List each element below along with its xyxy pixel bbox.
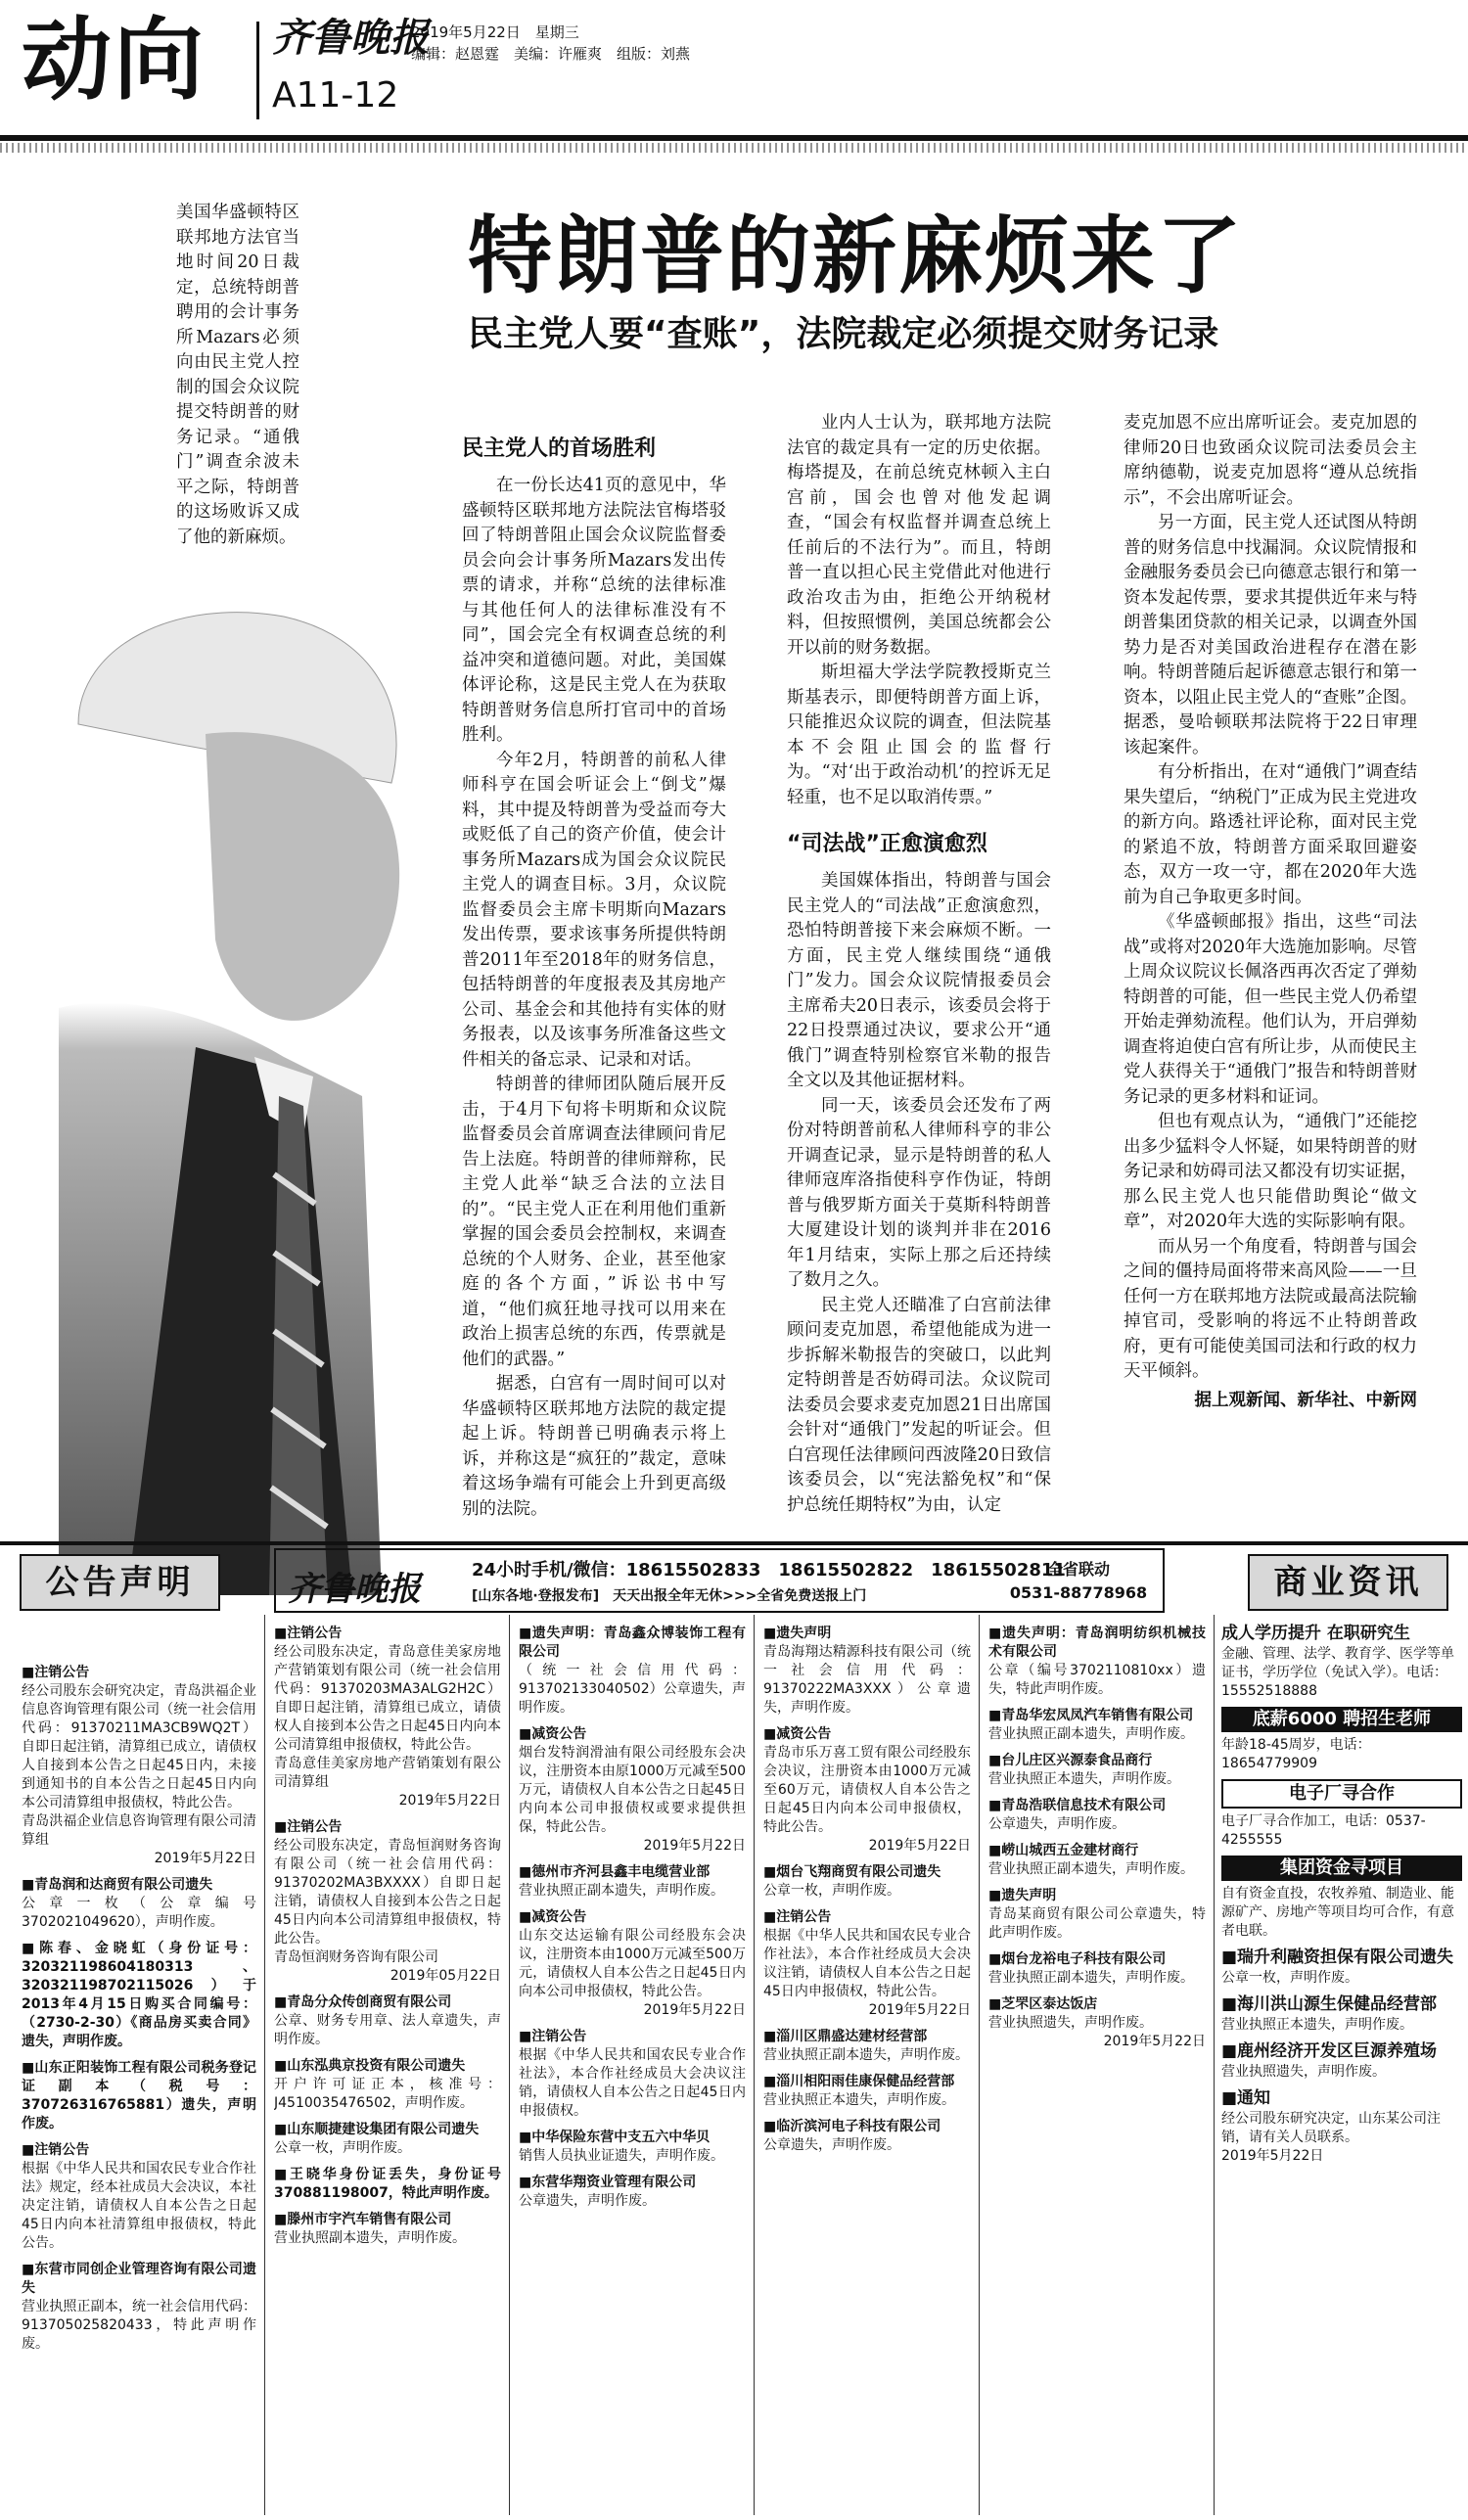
article-lead: 美国华盛顿特区联邦地方法官当地时间20日裁定，总统特朗普聘用的会计事务所Mazars必须向由民主党人控制的国会众议院提交特朗普的财务记录。“通俄门”调查余波未平之际，特朗普的这场败诉又成了他的新麻烦。 bbox=[176, 203, 299, 547]
article-paragraph: 今年2月，特朗普的前私人律师科亨在国会听证会上“倒戈”爆料，其中提及特朗普为受益而夸大或贬低了自己的资产价值，使会计事务所Mazars成为国会众议院民主党人的调查目标。3月，众议院监督委员会主席卡明斯向Mazars发出传票，要求该事务所提供特朗普2011年至2018年的财务信息，包括特朗普的年度报表及其房地产公司、基金会和其他持有实体的财务报表，以及该事务所准备这些文件相关的备忘录、记录和对话。 bbox=[462, 750, 726, 1070]
ad-item-title: ■青岛华宏凤凤汽车销售有限公司 bbox=[988, 1708, 1194, 1723]
ad-column-5 bbox=[988, 1625, 1206, 2515]
ad-item bbox=[519, 1725, 746, 1856]
ad-item bbox=[274, 2121, 501, 2158]
ad-item-date: 2019年5月22日 bbox=[1103, 2034, 1206, 2049]
masthead bbox=[0, 0, 1468, 137]
ad-item-body: 营业执照正本遗失，声明作废。 bbox=[988, 1771, 1180, 1787]
ad-item bbox=[22, 2059, 256, 2133]
ad-item-title: ■减资公告 bbox=[763, 1726, 832, 1742]
ad-item bbox=[1221, 1707, 1462, 1773]
article-paragraph: 民主党人还瞄准了白宫前法律顾问麦克加恩，希望他能成为进一步拆解米勒报告的突破口，以此判定特朗普是否妨碍司法。众议院司法委员会要求麦克加恩21日出席国会针对“通俄门”发起的听证会。但白宫现任法律顾问西波隆20日致信该委员会，以“宪法豁免权”和“保护总统任期特权”为由，认定 bbox=[787, 1295, 1051, 1515]
ad-item bbox=[763, 2028, 971, 2065]
ad-item-title: ■东营华翔资业管理有限公司 bbox=[519, 2175, 697, 2190]
ad-item bbox=[988, 1995, 1206, 2051]
ad-item-title: ■烟台飞翔商贸有限公司遗失 bbox=[763, 1864, 941, 1880]
ad-item-body: 根据《中华人民共和国农民专业合作社法》，本合作社经成员大会决议注销，请债权人自本公告之日起45日内申报债权。 bbox=[519, 2047, 746, 2119]
editor-line: 编辑：赵恩霆 美编：许雁爽 组版：刘燕 bbox=[411, 45, 691, 63]
trump-photo bbox=[59, 587, 421, 1595]
ad-item-title: ■减资公告 bbox=[519, 1726, 587, 1742]
ad-item-title: ■注销公告 bbox=[274, 1626, 343, 1641]
ad-item-title: ■山东泓典京投资有限公司遗失 bbox=[274, 2058, 466, 2074]
ad-column-separator bbox=[979, 1615, 980, 2515]
ad-item-title: ■注销公告 bbox=[274, 1819, 343, 1835]
ad-item-body: 公章一枚（公章编号3702021049620），声明作废。 bbox=[22, 1896, 256, 1930]
ad-item bbox=[274, 1818, 501, 1986]
ad-item-body: 烟台发特润滑油有限公司经股东会决议，注册资本由原1000万元减至500万元，请债权人自本公告之日起45日内向本公司申报债权或要求提供担保，特此公告。 bbox=[519, 1745, 746, 1835]
ad-item bbox=[22, 2261, 256, 2354]
ad-item bbox=[763, 1908, 971, 2020]
ad-item-body: 营业执照正副本，统一社会信用代码：913705025820433，特此声明作废。 bbox=[22, 2299, 256, 2352]
article-paragraph: 斯坦福大学法学院教授斯克兰斯基表示，即便特朗普方面上诉，只能推迟众议院的调查，但法院基本不会阻止国会的监督行为。“对‘出于政治动机’的控诉无足轻重，也不足以取消传票。” bbox=[787, 663, 1051, 807]
ad-item-body: 销售人员执业证遗失，声明作废。 bbox=[519, 2148, 724, 2164]
ad-column-separator bbox=[1214, 1615, 1215, 2515]
banner-phones: 18615502833 18615502822 18615502811 bbox=[625, 1560, 1066, 1581]
ad-item-body: 公章遗失，声明作废。 bbox=[519, 2193, 656, 2209]
ad-item bbox=[1221, 1856, 1462, 1941]
section-subhead-1: 民主党人的首场胜利 bbox=[462, 436, 657, 461]
ad-item-title: ■注销公告 bbox=[22, 2142, 90, 2158]
ad-item bbox=[274, 1625, 501, 1810]
section-title: 动向 bbox=[22, 8, 206, 113]
article-paragraph: 《华盛顿邮报》指出，这些“司法战”或将对2020年大选施加影响。尽管上周众议院议长佩洛西再次否定了弹劾特朗普的可能，但一些民主党人仍希望开始走弹劾流程。他们认为，开启弹劾调查将迫使白宫有所让步，从而使民主党人获得关于“通俄门”报告和特朗普财务记录的更多材料和证词。 bbox=[1124, 912, 1417, 1107]
ad-item-body: 营业执照副本遗失，声明作废。 bbox=[274, 2230, 466, 2246]
ad-item-title: ■注销公告 bbox=[519, 2029, 587, 2044]
ad-item-body: 金融、管理、法学、教育学、医学等单证书，学历学位（免试入学）。电话：15552518888 bbox=[1221, 1646, 1454, 1699]
ad-item-title: ■青岛分众传创商贸有限公司 bbox=[274, 1994, 452, 2010]
ad-item-signature: 青岛恒润财务咨询有限公司 bbox=[274, 1949, 438, 1965]
banner-right: 全省联动 0531-88778968 bbox=[1000, 1558, 1157, 1605]
ad-item-date: 2019年5月22日 bbox=[868, 2002, 971, 2018]
ad-item-body: （统一社会信用代码：913702133040502）公章遗失，声明作废。 bbox=[519, 1663, 746, 1716]
ad-item-title: ■中华保险东营中支五六中华贝 bbox=[519, 2130, 711, 2145]
ad-column-2 bbox=[274, 1625, 501, 2476]
ad-item-signature: 青岛意佳美家房地产营销策划有限公司清算组 bbox=[274, 1756, 501, 1790]
ad-item-title: ■临沂滨河电子科技有限公司 bbox=[763, 2119, 941, 2134]
ad-item-date: 2019年5月22日 bbox=[1221, 2148, 1324, 2164]
article-column-2 bbox=[787, 411, 1051, 1518]
ad-item-body: 公章、财务专用章、法人章遗失，声明作废。 bbox=[274, 2013, 501, 2047]
banner-logo: 齐鲁晚报 bbox=[288, 1570, 421, 1609]
ad-item-title: ■减资公告 bbox=[519, 1909, 587, 1925]
ad-item bbox=[1221, 1993, 1462, 2035]
ad-item bbox=[274, 1993, 501, 2049]
ad-item-title: ■淄川相阳雨佳康保健品经营部 bbox=[763, 2074, 955, 2089]
ad-item-title: ■烟台龙裕电子科技有限公司 bbox=[988, 1951, 1167, 1967]
article-paragraph: 业内人士认为，联邦地方法院法官的裁定具有一定的历史依据。梅塔提及，在前总统克林顿入主白宫前，国会也曾对他发起调查，“国会有权监督并调查总统上任前后的不法行为”。而且，特朗普一直以担心民主党借此对他进行政治攻击为由，拒绝公开纳税材料，但按照惯例，美国总统都会公开以前的财务数据。 bbox=[787, 413, 1051, 658]
ad-item bbox=[1221, 1623, 1462, 1701]
ad-item bbox=[1221, 1779, 1462, 1850]
article-paragraph: 同一天，该委员会还发布了两份对特朗普前私人律师科亨的非公开调查记录，显示是特朗普的私人律师寇库洛指使科亨作伪证，特朗普与俄罗斯方面关于莫斯科特朗普大厦建设计划的谈判并非在2016年1月结束，实际上那之后还持续了数月之久。 bbox=[787, 1095, 1051, 1290]
ad-item bbox=[22, 1940, 256, 2051]
ad-item-body: 营业执照正副本遗失，声明作废。 bbox=[763, 2047, 969, 2063]
ad-item bbox=[988, 1797, 1206, 1834]
ad-item-title: ■遗失声明：青岛润明纺织机械技术有限公司 bbox=[988, 1626, 1206, 1660]
ad-item-title: ■山东正阳装饰工程有限公司税务登记证副本（税号：370726316765881）遗失，声明作废。 bbox=[22, 2060, 256, 2131]
ad-item-title: 集团资金寻项目 bbox=[1221, 1856, 1462, 1881]
ad-item bbox=[988, 1887, 1206, 1943]
ad-item bbox=[274, 2211, 501, 2248]
ad-item bbox=[274, 2166, 501, 2203]
ad-item bbox=[519, 2129, 746, 2166]
ad-item bbox=[22, 2141, 256, 2253]
ad-item bbox=[519, 1908, 746, 2020]
ad-column-separator bbox=[509, 1615, 510, 2515]
ad-item-body: 营业执照遗失，声明作废。 bbox=[988, 2015, 1153, 2031]
ad-item-title: ■东营市同创企业管理咨询有限公司遗失 bbox=[22, 2262, 256, 2296]
ad-item bbox=[1221, 1947, 1462, 1988]
ad-item-body: 年龄18-45周岁，电话：18654779909 bbox=[1221, 1737, 1371, 1771]
ad-item-title: ■山东顺捷建设集团有限公司遗失 bbox=[274, 2122, 480, 2137]
ad-item-signature: 青岛洪福企业信息咨询管理有限公司清算组 bbox=[22, 1813, 256, 1848]
article-paragraph: 麦克加恩不应出席听证会。麦克加恩的律师20日也致函众议院司法委员会主席纳德勒，说麦克加恩将“遵从总统指示”，不会出席听证会。 bbox=[1124, 413, 1417, 508]
ad-item bbox=[988, 1707, 1206, 1744]
ad-item-date: 2019年5月22日 bbox=[643, 1838, 746, 1854]
ad-item bbox=[519, 2028, 746, 2121]
headline: 特朗普的新麻烦来了 bbox=[468, 207, 1243, 305]
ad-item-title: ■青岛浩联信息技术有限公司 bbox=[988, 1798, 1167, 1813]
masthead-divider bbox=[256, 22, 259, 119]
article-paragraph: 另一方面，民主党人还试图从特朗普的财务信息中找漏洞。众议院情报和金融服务委员会已向德意志银行和第一资本发起传票，要求其提供近年来与特朗普集团贷款的相关记录，以调查外国势力是否对美国政治进程存在潜在影响。特朗普随后起诉德意志银行和第一资本，以阻止民主党人的“查账”企图。据悉，曼哈顿联邦法院将于22日审理该起案件。 bbox=[1124, 513, 1417, 757]
ad-item-body: 青岛海翔达精源科技有限公司（统一社会信用代码：91370222MA3XXX）公章遗失，声明作废。 bbox=[763, 1644, 971, 1716]
ad-item-body: 自有资金直投，农牧养殖、制造业、能源矿产、房地产等项目均可合作，有意者电联。 bbox=[1221, 1886, 1454, 1939]
ad-item-title: ■遗失声明 bbox=[763, 1626, 832, 1641]
ad-column-separator bbox=[264, 1615, 265, 2515]
ad-item-title: ■陈春、金晓虹（身份证号：320321198604180313、320321198702115026）于2013年4月15日购买合同编号：（2730-2-30）《商品房买卖合同》遗失，声明作废。 bbox=[22, 1941, 256, 2049]
ad-item-body: 经公司股东决定，青岛意佳美家房地产营销策划有限公司（统一社会信用代码：91370203MA3ALG2H2C）自即日起注销，清算组已成立，请债权人自接到本公告之日起45日内向本公司清算组申报债权，特此公告。 bbox=[274, 1644, 501, 1753]
ad-item-body: 经公司股东会研究决定，青岛洪福企业信息咨询管理有限公司（统一社会信用代码：91370211MA3CB9WQ2T）自即日起注销，清算组已成立，请债权人自接到本公告之日起45日内，未接到通知书的自本公告之日起45日内向本公司清算组申报债权，特此公告。 bbox=[22, 1683, 256, 1810]
ad-item-title: ■青岛润和达商贸有限公司遗失 bbox=[22, 1877, 213, 1893]
banner-right-phone: 0531-88778968 bbox=[1009, 1583, 1148, 1602]
ad-item-body: 根据《中华人民共和国农民专业合作社法》，本合作社经成员大会决议注销，请债权人自本公告之日起45日内申报债权，特此公告。 bbox=[763, 1928, 971, 1999]
ad-item-title: ■崂山城西五金建材商行 bbox=[988, 1843, 1139, 1858]
ad-item bbox=[1221, 2040, 1462, 2082]
ad-item-body: 营业执照正副本遗失，声明作废。 bbox=[988, 1726, 1194, 1742]
ad-item-title: ■台儿庄区兴源泰食品商行 bbox=[988, 1753, 1153, 1768]
business-ads bbox=[1221, 1617, 1462, 2166]
ad-item-title: ■鹿州经济开发区巨源养殖场 bbox=[1221, 2041, 1438, 2061]
ad-item-title: 电子厂寻合作 bbox=[1221, 1779, 1462, 1809]
ad-item bbox=[1221, 2087, 1462, 2166]
article-paragraph: 但也有观点认为，“通俄门”还能挖出多少猛料令人怀疑，如果特朗普的财务记录和妨碍司法又都没有切实证据，那么民主党人也只能借助舆论“做文章”，对2020年大选的实际影响有限。 bbox=[1124, 1112, 1417, 1231]
ad-item bbox=[763, 2073, 971, 2110]
ad-item bbox=[763, 1725, 971, 1856]
page-code: A11-12 bbox=[272, 75, 399, 115]
ad-header-business: 商业资讯 bbox=[1248, 1554, 1448, 1611]
ad-item-title: ■注销公告 bbox=[22, 1665, 90, 1680]
ad-item-body: 青岛市乐万喜工贸有限公司经股东会决议，注册资本由1000万元减至60万元，请债权人自本公告之日起45日内向本公司申报债权，特此公告。 bbox=[763, 1745, 971, 1835]
banner-tagline: [山东各地·登报发布] 天天出报全年无休>>>全省免费送报上门 bbox=[472, 1588, 867, 1604]
ad-item-title: ■滕州市宇汽车销售有限公司 bbox=[274, 2212, 452, 2227]
ad-item-body: 电子厂寻合作加工，电话：0537-4255555 bbox=[1221, 1813, 1426, 1848]
ad-item-body: 公章遗失，声明作废。 bbox=[988, 1816, 1125, 1832]
ad-item-title: 底薪6000 聘招生老师 bbox=[1221, 1707, 1462, 1732]
ad-banner bbox=[274, 1548, 1165, 1613]
ad-item-body: 经公司股东研究决定，山东某公司注销，请有关人员联系。 bbox=[1221, 2111, 1441, 2145]
ad-item-body: 青岛某商贸有限公司公章遗失，特此声明作废。 bbox=[988, 1906, 1206, 1941]
ad-item-title: ■芝罘区泰达饭店 bbox=[988, 1996, 1098, 2012]
date-line: 2019年5月22日 星期三 bbox=[411, 23, 579, 41]
ad-header-notices: 公告声明 bbox=[20, 1554, 220, 1611]
ad-item-body: 公章一枚，声明作废。 bbox=[1221, 1970, 1358, 1986]
ad-item bbox=[519, 1625, 746, 1718]
ad-item-date: 2019年5月22日 bbox=[868, 1838, 971, 1854]
banner-hotline: 24小时手机/微信：18615502833 18615502822 18615502811 bbox=[472, 1560, 1066, 1581]
ad-item-title: ■注销公告 bbox=[763, 1909, 832, 1925]
ad-item-title: ■遗失声明 bbox=[988, 1888, 1057, 1903]
ad-item bbox=[988, 1752, 1206, 1789]
article-column-3 bbox=[1124, 411, 1417, 1413]
article-source: 据上观新闻、新华社、中新网 bbox=[1194, 1390, 1417, 1410]
article-column-1 bbox=[462, 431, 726, 1522]
ad-item-body: 营业执照正本遗失，声明作废。 bbox=[763, 2092, 955, 2108]
ad-item-body: 经公司股东决定，青岛恒润财务咨询有限公司（统一社会信用代码：91370202MA3BXXXX）自即日起注销，请债权人自接到本公告之日起45日内向本公司清算组申报债权，特此公告。 bbox=[274, 1838, 501, 1947]
article-paragraph: 特朗普的律师团队随后展开反击，于4月下旬将卡明斯和众议院监督委员会首席调查法律顾问肯尼告上法庭。特朗普的律师辩称，民主党人此举“缺乏合法的立法目的”。“民主党人正在利用他们重新掌握的国会委员会控制权，来调查总统的个人财务、企业，甚至他家庭的各个方面，”诉讼书中写道，“他们疯狂地寻找可以用来在政治上损害总统的东西，传票就是他们的武器。” bbox=[462, 1075, 726, 1369]
ad-item-title: ■海川洪山源生保健品经营部 bbox=[1221, 1994, 1438, 2014]
ad-item-body: 公章遗失，声明作废。 bbox=[763, 2137, 900, 2153]
ad-item bbox=[519, 1863, 746, 1901]
ad-item bbox=[763, 1863, 971, 1901]
ad-item-title: 成人学历提升 在职研究生 bbox=[1221, 1624, 1410, 1643]
masthead-rule bbox=[0, 135, 1468, 141]
ad-item-body: 营业执照遗失，声明作废。 bbox=[1221, 2064, 1386, 2080]
ad-column-1 bbox=[22, 1664, 256, 2515]
ad-item-body: 营业执照正副本遗失，声明作废。 bbox=[519, 1883, 724, 1899]
ad-item bbox=[763, 1625, 971, 1718]
ad-item bbox=[22, 1664, 256, 1868]
article-paragraph: 美国媒体指出，特朗普与国会民主党人的“司法战”正愈演愈烈，恐怕特朗普接下来会麻烦不断。一方面，民主党人继续围绕“通俄门”发力。国会众议院情报委员会主席希夫20日表示，该委员会将于22日投票通过决议，要求公开“通俄门”调查特别检察官米勒的报告全文以及其他证据材料。 bbox=[787, 871, 1051, 1090]
newspaper-logo: 齐鲁晚报 bbox=[272, 15, 429, 61]
ad-item bbox=[22, 1876, 256, 1932]
article-paragraph: 有分析指出，在对“通俄门”调查结果失望后，“纳税门”正成为民主党进攻的新方向。路透社评论称，面对民主党的紧追不放，特朗普方面采取回避姿态，双方一攻一守，都在2020年大选前为自己争取更多时间。 bbox=[1124, 762, 1417, 907]
ad-column-4 bbox=[763, 1625, 971, 2515]
dotted-rule bbox=[0, 143, 1468, 153]
ad-item-date: 2019年5月22日 bbox=[643, 2002, 746, 2018]
ad-item-title: ■瑞升利融资担保有限公司遗失 bbox=[1221, 1947, 1454, 1967]
ad-section-divider bbox=[0, 1541, 1468, 1545]
ad-item-title: ■王晓华身份证丢失，身份证号370881198007，特此声明作废。 bbox=[274, 2167, 501, 2201]
article-paragraph: 而从另一个角度看，特朗普与国会之间的僵持局面将带来高风险——一旦任何一方在联邦地方法院或最高法院输掉官司，受影响的将远不止特朗普政府，更有可能使美国司法和行政的权力天平倾斜。 bbox=[1124, 1236, 1417, 1381]
ad-item-body: 营业执照正本遗失，声明作废。 bbox=[1221, 2017, 1413, 2033]
ad-item-date: 2019年05月22日 bbox=[390, 1968, 501, 1984]
ad-item bbox=[274, 2057, 501, 2113]
ad-item-title: ■淄川区鼎盛达建材经营部 bbox=[763, 2029, 928, 2044]
ad-item-body: 山东交达运输有限公司经股东会决议，注册资本由1000万元减至500万元，请债权人自本公告之日起45日内向本公司申报债权，特此公告。 bbox=[519, 1928, 746, 1999]
ad-item-title: ■遗失声明：青岛鑫众博装饰工程有限公司 bbox=[519, 1626, 746, 1660]
ad-item bbox=[763, 2118, 971, 2155]
ad-item-body: 公章一枚，声明作废。 bbox=[763, 1883, 900, 1899]
ad-item bbox=[519, 2174, 746, 2211]
ad-item-date: 2019年5月22日 bbox=[154, 1851, 256, 1866]
ad-item-title: ■德州市齐河县鑫丰电缆营业部 bbox=[519, 1864, 711, 1880]
ad-item-body: 根据《中华人民共和国农民专业合作社法》规定，经本社成员大会决议，本社决定注销，请债权人自本公告之日起45日内向本社清算组申报债权，特此公告。 bbox=[22, 2161, 256, 2251]
masthead-meta bbox=[411, 22, 690, 65]
ad-item bbox=[988, 1625, 1206, 1699]
article-paragraph: 据悉，白宫有一周时间可以对华盛顿特区联邦地方法院的裁定提起上诉。特朗普已明确表示将上诉，并称这是“疯狂的”裁定，意味着这场争端有可能会上升到更高级别的法院。 bbox=[462, 1374, 726, 1519]
ad-item-body: 公章（编号3702110810xx）遗失，特此声明作废。 bbox=[988, 1663, 1206, 1697]
article-paragraph: 在一份长达41页的意见中，华盛顿特区联邦地方法院法官梅塔驳回了特朗普阻止国会众议院监督委员会向会计事务所Mazars发出传票的请求，并称“总统的法律标准与其他任何人的法律标准没有不同”，国会完全有权调查总统的利益冲突和道德问题。对此，美国媒体评论称，这是民主党人在为获取特朗普财务信息所打官司中的首场胜利。 bbox=[462, 476, 726, 745]
ad-item-date: 2019年5月22日 bbox=[398, 1793, 501, 1809]
ad-item-body: 营业执照正副本遗失，声明作废。 bbox=[988, 1970, 1194, 1986]
ad-item-title: ■通知 bbox=[1221, 2088, 1271, 2108]
ad-item bbox=[988, 1842, 1206, 1879]
ad-column-3 bbox=[519, 1625, 746, 2515]
ad-item-body: 公章一枚，声明作废。 bbox=[274, 2140, 411, 2156]
section-subhead-2: “司法战”正愈演愈烈 bbox=[787, 832, 987, 856]
ad-item-body: 营业执照正副本遗失，声明作废。 bbox=[988, 1861, 1194, 1877]
subheadline: 民主党人要“查账”，法院裁定必须提交财务记录 bbox=[468, 314, 1219, 354]
ad-column-separator bbox=[754, 1615, 755, 2515]
ad-item bbox=[988, 1950, 1206, 1988]
ad-item-body: 开户许可证正本，核准号：J4510035476502，声明作废。 bbox=[274, 2077, 501, 2111]
